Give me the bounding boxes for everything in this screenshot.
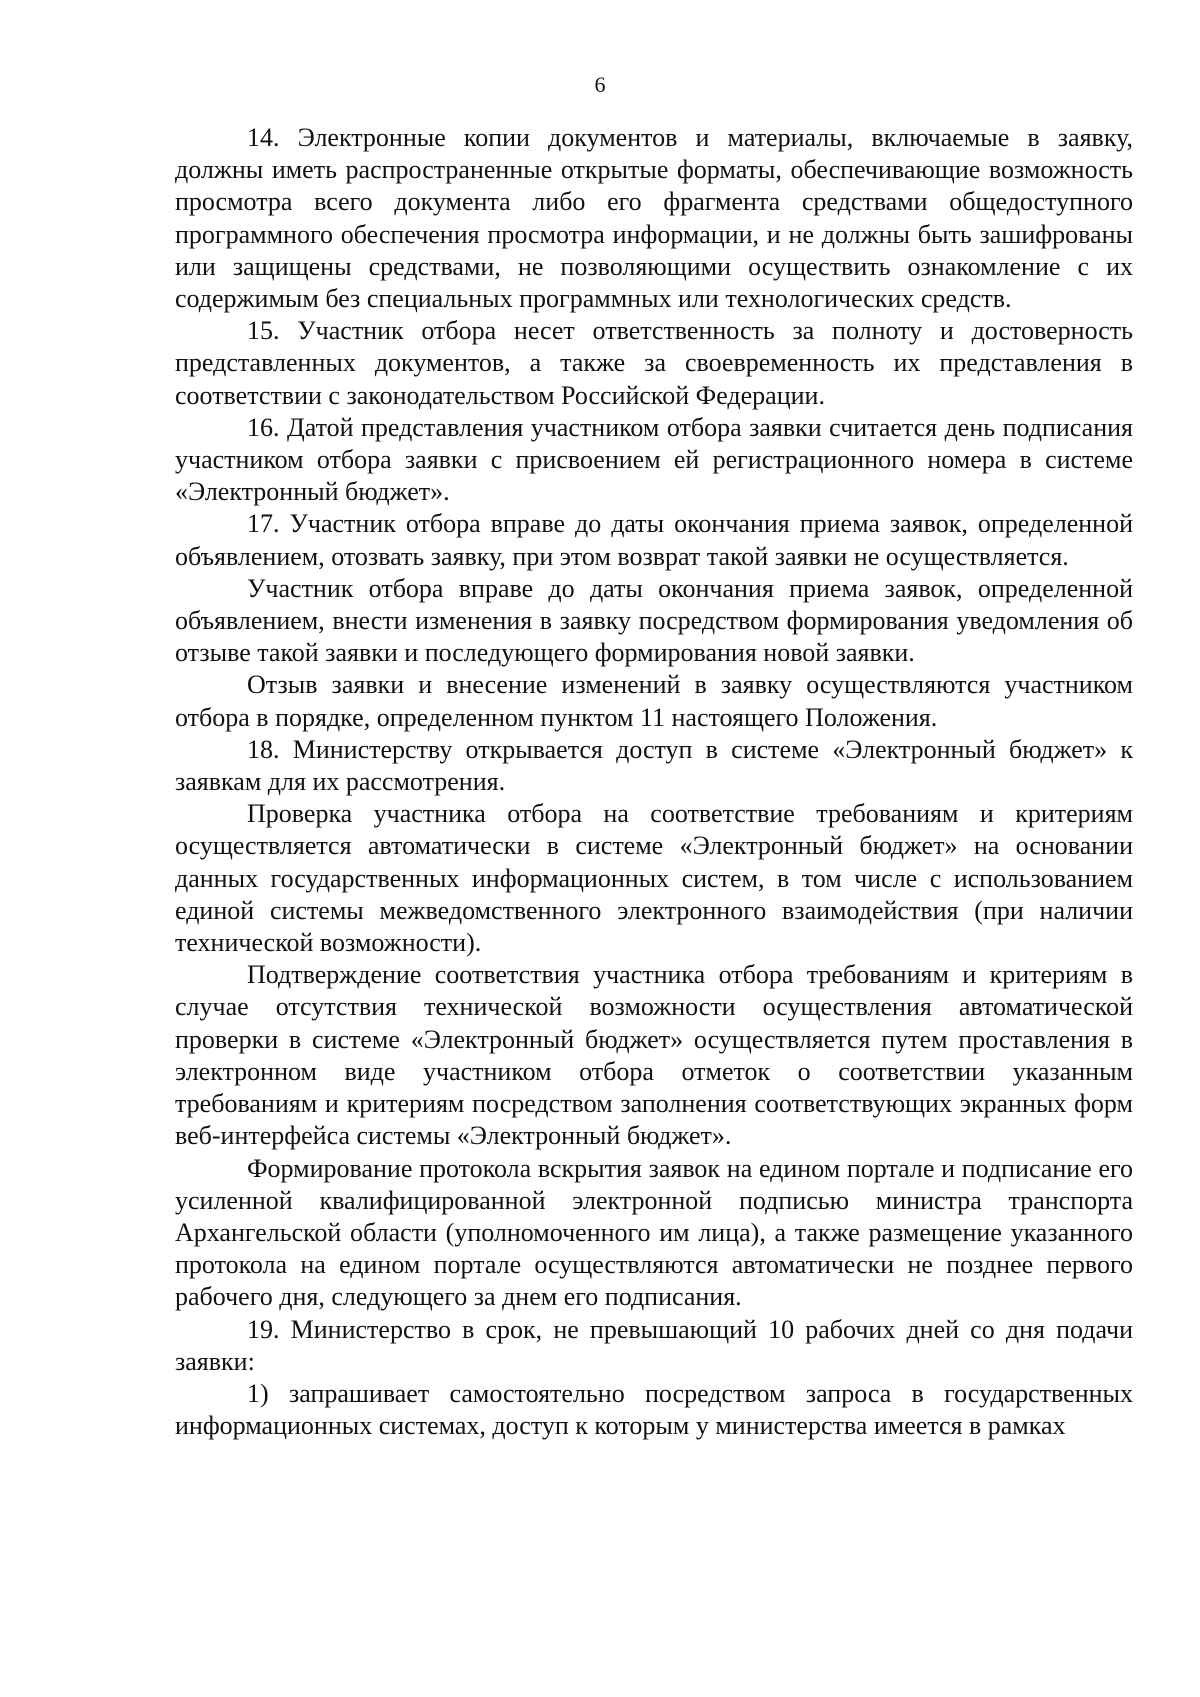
- paragraph-15: 15. Участник отбора несет ответственность за полноту и достоверность представленных документов, а также за своевременность их представления в соответствии с законодательством Российской Федерации.: [175, 316, 1133, 410]
- paragraph-17-amendment: Участник отбора вправе до даты окончания приема заявок, определенной объявлением, внести изменения в заявку посредством формирования уведомления об отзыве такой заявки и последующего формирования новой заявки.: [175, 573, 1133, 668]
- paragraph-19-item-1: 1) запрашивает самостоятельно посредством запроса в государственных информационных системах, доступ к которым у министерства имеется в рамках: [175, 1378, 1133, 1441]
- document-body: [175, 122, 1133, 1442]
- paragraph-18-confirmation: Подтверждение соответствия участника отбора требованиям и критериям в случае отсутствия технической возможности осуществления автоматической проверки в системе «Электронный бюджет» осуществляется путем проставления в электронном виде участником отбора отметок о соответствии указанным требованиям и критериям посредством заполнения соответствующих экранных форм веб-интерфейса системы «Электронный бюджет».: [175, 960, 1133, 1151]
- paragraph-16: 16. Датой представления участником отбора заявки считается день подписания участником отбора заявки с присвоением ей регистрационного номера в системе «Электронный бюджет».: [175, 412, 1133, 507]
- paragraph-18-verification: Проверка участника отбора на соответствие требованиям и критериям осуществляется автоматически в системе «Электронный бюджет» на основании данных государственных информационных систем, в том числе с использованием единой системы межведомственного электронного взаимодействия (при наличии технической возможности).: [175, 799, 1133, 958]
- paragraph-19: 19. Министерство в срок, не превышающий 10 рабочих дней со дня подачи заявки:: [175, 1314, 1133, 1376]
- paragraph-17: 17. Участник отбора вправе до даты окончания приема заявок, определенной объявлением, отозвать заявку, при этом возврат такой заявки не осуществляется.: [175, 509, 1133, 571]
- paragraph-14: 14. Электронные копии документов и материалы, включаемые в заявку, должны иметь распространенные открытые форматы, обеспечивающие возможность просмотра всего документа либо его фрагмента средствами общедоступного программного обеспечения просмотра информации, и не должны быть зашифрованы или защищены средствами, не позволяющими осуществить ознакомление с их содержимым без специальных программных или технологических средств.: [175, 123, 1133, 314]
- paragraph-18: 18. Министерству открывается доступ в системе «Электронный бюджет» к заявкам для их рассмотрения.: [175, 734, 1133, 797]
- paragraph-17-withdrawal-order: Отзыв заявки и внесение изменений в заявку осуществляются участником отбора в порядке, определенном пунктом 11 настоящего Положения.: [175, 670, 1133, 732]
- page-number: 6: [594, 72, 606, 97]
- paragraph-18-protocol: Формирование протокола вскрытия заявок на едином портале и подписание его усиленной квалифицированной электронной подписью министра транспорта Архангельской области (уполномоченного им лица), а также размещение указанного протокола на едином портале осуществляются автоматически не позднее первого рабочего дня, следующего за днем его подписания.: [175, 1153, 1133, 1312]
